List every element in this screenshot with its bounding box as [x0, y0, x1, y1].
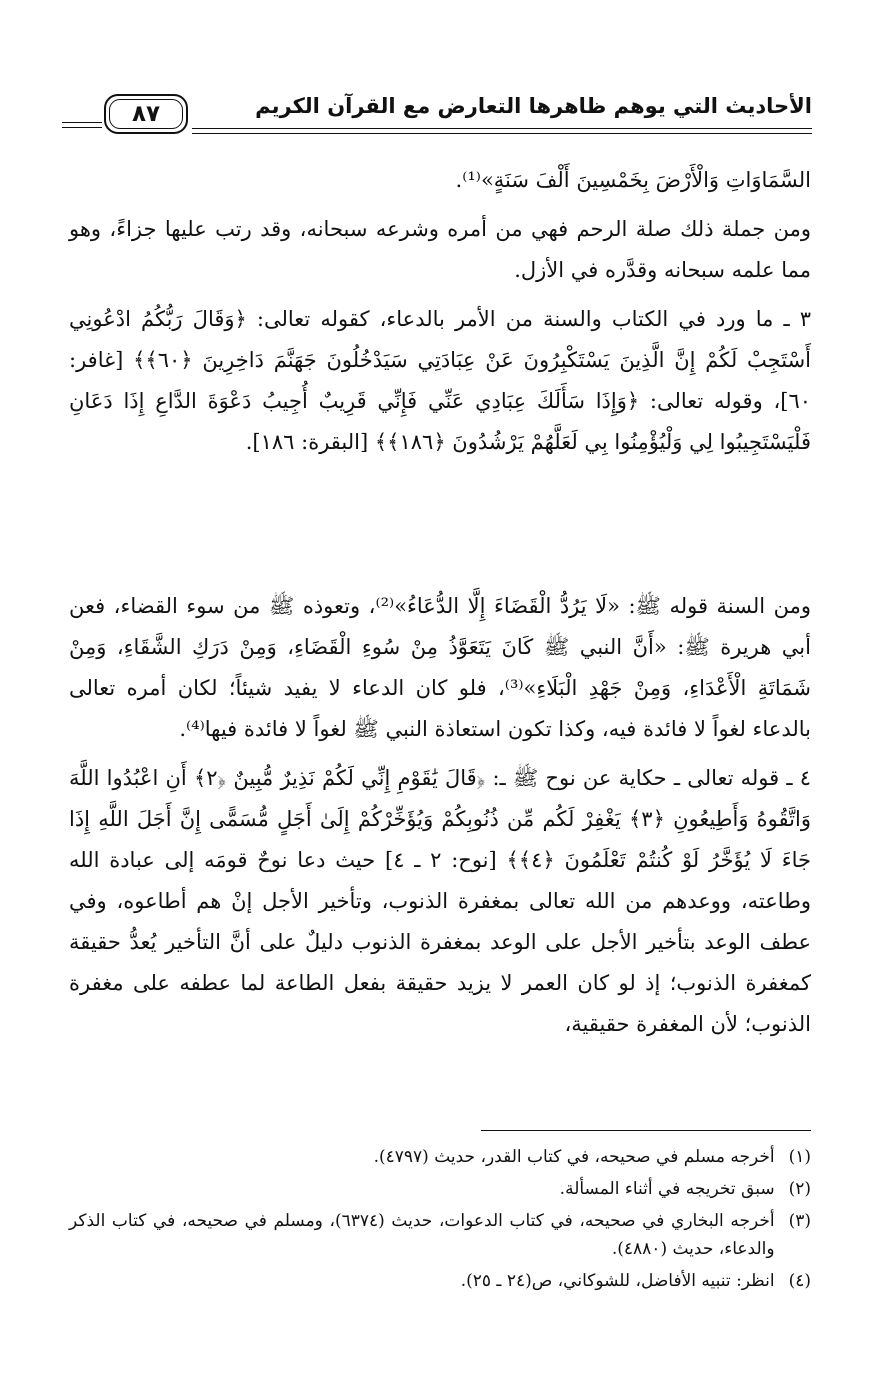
footnote-number: (٣): [788, 1211, 811, 1231]
footnote-1: [69, 1143, 811, 1171]
footnote-text: أخرجه البخاري في صحيحه، في كتاب الدعوات، حديث (٦٣٧٤)، ومسلم في صحيحه، في كتاب الذكر والدعاء، حديث (٤٨٨٠).: [69, 1211, 775, 1259]
header-rule: [192, 128, 812, 134]
paragraph-1: السَّمَاوَاتِ وَالْأَرْضَ بِخَمْسِينَ أَلْفَ سَنَةٍ»⁽¹⁾.: [455, 168, 811, 192]
main-text: [69, 160, 811, 471]
paragraph-4: ومن السنة قوله ﷺ: «لَا يَرُدُّ الْقَضَاءَ إِلَّا الدُّعَاءُ»⁽²⁾، وتعوذه ﷺ من سوء القضاء، فعن أبي هريرة ﷺ: «أَنَّ النبي ﷺ كَانَ يَتَعَوَّذُ مِنْ سُوءِ الْقَضَاءِ، وَمِنْ دَرَكِ الشَّقَاءِ، وَمِنْ شَمَاتَةِ الْأَعْدَاءِ، وَمِنْ جَهْدِ الْبَلَاءِ»⁽³⁾، فلو كان الدعاء لا يفيد شيئاً؛ لكان أمره تعالى بالدعاء لغواً لا فائدة فيه، وكذا تكون استعاذة النبي ﷺ لغواً لا فائدة فيها⁽⁴⁾.: [69, 594, 811, 741]
paragraph-3: ٣ ـ ما ورد في الكتاب والسنة من الأمر بالدعاء، كقوله تعالى: ﴿وَقَالَ رَبُّكُمُ ادْعُونِي أَسْتَجِبْ لَكُمْ إِنَّ الَّذِينَ يَسْتَكْبِرُونَ عَنْ عِبَادَتِي سَيَدْخُلُونَ جَهَنَّمَ دَاخِرِينَ ﴿٦٠﴾﴾ [غافر: ٦٠]، وقوله تعالى: ﴿وَإِذَا سَأَلَكَ عِبَادِي عَنِّي فَإِنِّي قَرِيبٌ أُجِيبُ دَعْوَةَ الدَّاعِ إِذَا دَعَانِ فَلْيَسْتَجِيبُوا لِي وَلْيُؤْمِنُوا بِي لَعَلَّهُمْ يَرْشُدُونَ ﴿١٨٦﴾﴾ [البقرة: ١٨٦].: [69, 307, 812, 454]
footnote-4: [69, 1267, 811, 1295]
footnote-3: [69, 1207, 811, 1263]
footnote-number: (٤): [788, 1271, 811, 1291]
footnote-separator: [481, 1130, 811, 1131]
paragraph-5: ٤ ـ قوله تعالى ـ حكاية عن نوح ﷺ ـ: ﴿قَالَ يَٰقَوْمِ إِنِّي لَكُمْ نَذِيرٌ مُّبِينٌ ﴿٢﴾ أَنِ اعْبُدُوا اللَّهَ وَاتَّقُوهُ وَأَطِيعُونِ ﴿٣﴾ يَغْفِرْ لَكُم مِّن ذُنُوبِكُمْ وَيُؤَخِّرْكُمْ إِلَىٰ أَجَلٍ مُّسَمًّى إِنَّ أَجَلَ اللَّهِ إِذَا جَاءَ لَا يُؤَخَّرُ لَوْ كُنتُمْ تَعْلَمُونَ ﴿٤﴾﴾ [نوح: ٢ ـ ٤] حيث دعا نوحٌ قومَه إلى عبادة الله وطاعته، ووعدهم من الله تعالى بمغفرة الذنوب، وتأخير الأجل إنْ هم أطاعوه، وفي عطف الوعد بتأخير الأجل على الوعد بمغفرة الذنوب دليلٌ على أنَّ التأخير يُعدُّ حقيقة كمغفرة الذنوب؛ إذ لو كان العمر لا يزيد حقيقة بفعل الطاعة لما عطفه على مغفرة الذنوب؛ لأن المغفرة حقيقية،: [69, 766, 811, 1036]
main-text-continued: [69, 586, 811, 1053]
footnote-text: أخرجه مسلم في صحيحه، في كتاب القدر، حديث (٤٧٩٧).: [373, 1147, 775, 1167]
header-rule-left: [62, 122, 102, 128]
footnote-2: [69, 1175, 811, 1203]
running-title: الأحاديث التي يوهم ظاهرها التعارض مع القرآن الكريم: [255, 94, 812, 118]
paragraph-2: ومن جملة ذلك صلة الرحم فهي من أمره وشرعه سبحانه، وقد رتب عليها جزاءً، وهو مما علمه سبحانه وقدَّره في الأزل.: [69, 217, 811, 282]
page-number: ٨٧: [104, 94, 188, 134]
footnote-text: سبق تخريجه في أثناء المسألة.: [559, 1179, 775, 1199]
footnote-number: (١): [788, 1147, 811, 1167]
footnote-text: انظر: تنبيه الأفاضل، للشوكاني، ص(٢٤ ـ ٢٥).: [460, 1271, 775, 1291]
footnote-number: (٢): [788, 1179, 811, 1199]
footnotes: [69, 1143, 811, 1299]
page-header: [62, 92, 812, 136]
